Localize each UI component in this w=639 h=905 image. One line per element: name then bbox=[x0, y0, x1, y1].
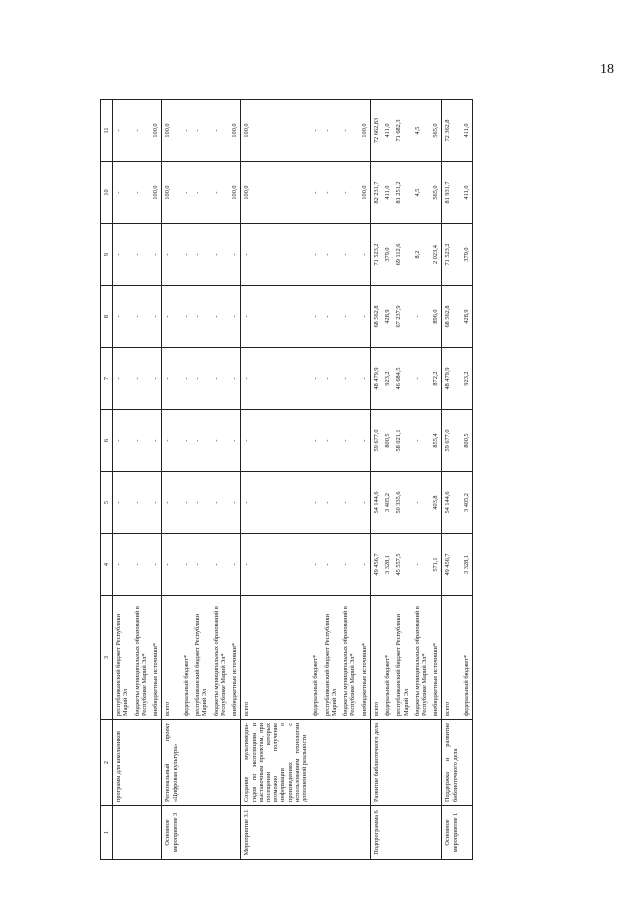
page-number: 18 bbox=[600, 62, 614, 77]
value-cell: - bbox=[322, 286, 340, 348]
table-row bbox=[393, 100, 411, 860]
row-code-cell: Основное мероприятие 3 bbox=[162, 806, 181, 860]
column-header: 5 bbox=[101, 472, 113, 534]
funding-source-cell: республиканский бюджет Республики Марий Эл bbox=[113, 596, 132, 720]
value-cell: 403,8 bbox=[430, 472, 442, 534]
value-cell: 69 112,6 bbox=[393, 224, 411, 286]
funding-source-cell: внебюджетные источники* bbox=[229, 596, 241, 720]
value-cell: 59 677,0 bbox=[442, 410, 461, 472]
row-code-cell bbox=[310, 806, 321, 860]
value-cell: - bbox=[150, 224, 162, 286]
value-cell: - bbox=[181, 162, 192, 224]
value-cell: 4,5 bbox=[412, 100, 430, 162]
value-cell: - bbox=[192, 348, 210, 410]
value-cell: - bbox=[310, 410, 321, 472]
table-row bbox=[162, 100, 181, 860]
value-cell: - bbox=[150, 410, 162, 472]
value-cell: 3 328,1 bbox=[382, 534, 393, 596]
value-cell: - bbox=[113, 348, 132, 410]
row-code-cell bbox=[229, 806, 241, 860]
value-cell: - bbox=[412, 472, 430, 534]
value-cell: 3 328,1 bbox=[461, 534, 473, 596]
value-cell: - bbox=[150, 348, 162, 410]
column-header: 6 bbox=[101, 410, 113, 472]
value-cell: 46 684,5 bbox=[393, 348, 411, 410]
value-cell: 100,0 bbox=[359, 100, 371, 162]
value-cell: - bbox=[181, 472, 192, 534]
value-cell: - bbox=[322, 410, 340, 472]
value-cell: - bbox=[211, 162, 229, 224]
value-cell: 800,5 bbox=[382, 410, 393, 472]
value-cell: - bbox=[113, 472, 132, 534]
value-cell: - bbox=[181, 100, 192, 162]
row-code-cell bbox=[430, 806, 442, 860]
funding-source-cell: бюджеты муниципальных образований в Республике Марий Эл* bbox=[211, 596, 229, 720]
rotated-table-container bbox=[100, 100, 620, 860]
funding-source-cell: бюджеты муниципальных образований в Республике Марий Эл* bbox=[412, 596, 430, 720]
column-header: 11 bbox=[101, 100, 113, 162]
value-cell: - bbox=[340, 410, 358, 472]
value-cell: - bbox=[162, 224, 181, 286]
value-cell: 58 021,1 bbox=[393, 410, 411, 472]
value-cell: - bbox=[229, 472, 241, 534]
row-name-cell bbox=[150, 720, 162, 806]
value-cell: 565,0 bbox=[430, 100, 442, 162]
row-name-cell bbox=[229, 720, 241, 806]
value-cell: - bbox=[412, 410, 430, 472]
value-cell: 2 023,4 bbox=[430, 224, 442, 286]
value-cell: - bbox=[132, 410, 150, 472]
value-cell: - bbox=[150, 472, 162, 534]
row-name-cell bbox=[340, 720, 358, 806]
value-cell: 100,0 bbox=[229, 100, 241, 162]
value-cell: 67 237,9 bbox=[393, 286, 411, 348]
value-cell: - bbox=[412, 286, 430, 348]
funding-source-cell: внебюджетные источники* bbox=[359, 596, 371, 720]
value-cell: - bbox=[132, 100, 150, 162]
value-cell: - bbox=[241, 472, 311, 534]
row-name-cell bbox=[412, 720, 430, 806]
funding-source-cell: всего bbox=[162, 596, 181, 720]
value-cell: - bbox=[192, 224, 210, 286]
value-cell: - bbox=[113, 286, 132, 348]
value-cell: - bbox=[132, 224, 150, 286]
value-cell: 68 562,8 bbox=[442, 286, 461, 348]
value-cell: - bbox=[340, 534, 358, 596]
value-cell: - bbox=[132, 472, 150, 534]
column-header: 10 bbox=[101, 162, 113, 224]
value-cell: 100,0 bbox=[229, 162, 241, 224]
table-header-row bbox=[101, 100, 113, 860]
funding-table bbox=[100, 99, 473, 860]
value-cell: 855,4 bbox=[430, 410, 442, 472]
table-row bbox=[370, 100, 382, 860]
row-code-cell: Основное мероприятие 1 bbox=[442, 806, 461, 860]
table-row bbox=[229, 100, 241, 860]
funding-source-cell: всего bbox=[442, 596, 461, 720]
row-code-cell bbox=[322, 806, 340, 860]
value-cell: - bbox=[132, 162, 150, 224]
row-code-cell bbox=[393, 806, 411, 860]
value-cell: 71 682,3 bbox=[393, 100, 411, 162]
value-cell: - bbox=[192, 410, 210, 472]
value-cell: 428,9 bbox=[382, 286, 393, 348]
value-cell: - bbox=[192, 472, 210, 534]
row-name-cell bbox=[382, 720, 393, 806]
value-cell: 3 405,2 bbox=[382, 472, 393, 534]
row-name-cell bbox=[461, 720, 473, 806]
value-cell: - bbox=[132, 534, 150, 596]
value-cell: - bbox=[359, 286, 371, 348]
value-cell: - bbox=[340, 286, 358, 348]
value-cell: - bbox=[192, 100, 210, 162]
value-cell: 4,5 bbox=[412, 162, 430, 224]
value-cell: - bbox=[359, 534, 371, 596]
table-row bbox=[430, 100, 442, 860]
value-cell: - bbox=[113, 100, 132, 162]
table-row bbox=[113, 100, 132, 860]
value-cell: 800,5 bbox=[461, 410, 473, 472]
row-code-cell bbox=[461, 806, 473, 860]
value-cell: 100,0 bbox=[241, 100, 311, 162]
value-cell: - bbox=[359, 224, 371, 286]
value-cell: 50 335,6 bbox=[393, 472, 411, 534]
row-name-cell bbox=[322, 720, 340, 806]
row-name-cell: Развитие библиотечного дела bbox=[370, 720, 382, 806]
value-cell: 379,0 bbox=[382, 224, 393, 286]
value-cell: 100,0 bbox=[150, 162, 162, 224]
funding-source-cell: всего bbox=[370, 596, 382, 720]
row-code-cell: Подпрограмма 6 bbox=[370, 806, 382, 860]
value-cell: - bbox=[241, 224, 311, 286]
value-cell: 72 362,8 bbox=[442, 100, 461, 162]
value-cell: - bbox=[162, 348, 181, 410]
value-cell: - bbox=[229, 410, 241, 472]
row-code-cell: Мероприятие 3.1 bbox=[241, 806, 311, 860]
value-cell: - bbox=[310, 534, 321, 596]
funding-source-cell: внебюджетные источники* bbox=[430, 596, 442, 720]
value-cell: 3 405,2 bbox=[461, 472, 473, 534]
value-cell: - bbox=[310, 472, 321, 534]
funding-source-cell: федеральный бюджет* bbox=[310, 596, 321, 720]
column-header: 8 bbox=[101, 286, 113, 348]
value-cell: - bbox=[229, 348, 241, 410]
value-cell: - bbox=[322, 472, 340, 534]
value-cell: - bbox=[412, 534, 430, 596]
column-header: 1 bbox=[101, 806, 113, 860]
table-row bbox=[211, 100, 229, 860]
value-cell: 100,0 bbox=[241, 162, 311, 224]
value-cell: - bbox=[162, 410, 181, 472]
value-cell: 49 456,7 bbox=[442, 534, 461, 596]
value-cell: 100,0 bbox=[162, 162, 181, 224]
value-cell: 71 523,2 bbox=[370, 224, 382, 286]
value-cell: - bbox=[340, 472, 358, 534]
value-cell: - bbox=[340, 162, 358, 224]
value-cell: - bbox=[181, 286, 192, 348]
value-cell: - bbox=[359, 472, 371, 534]
row-name-cell bbox=[181, 720, 192, 806]
table-row bbox=[461, 100, 473, 860]
funding-source-cell: всего bbox=[241, 596, 311, 720]
funding-source-cell: бюджеты муниципальных образований в Республике Марий Эл* bbox=[340, 596, 358, 720]
value-cell: - bbox=[211, 534, 229, 596]
row-code-cell bbox=[192, 806, 210, 860]
value-cell: - bbox=[211, 100, 229, 162]
value-cell: 48 479,9 bbox=[442, 348, 461, 410]
value-cell: - bbox=[211, 472, 229, 534]
row-name-cell bbox=[393, 720, 411, 806]
funding-source-cell: федеральный бюджет* bbox=[181, 596, 192, 720]
row-name-cell: Региональный проект «Цифровая культура» bbox=[162, 720, 181, 806]
row-name-cell bbox=[132, 720, 150, 806]
value-cell: - bbox=[181, 534, 192, 596]
table-row bbox=[310, 100, 321, 860]
value-cell: 379,0 bbox=[461, 224, 473, 286]
value-cell: - bbox=[412, 348, 430, 410]
value-cell: - bbox=[181, 224, 192, 286]
value-cell: - bbox=[310, 348, 321, 410]
value-cell: - bbox=[150, 534, 162, 596]
value-cell: 8,2 bbox=[412, 224, 430, 286]
value-cell: 411,0 bbox=[461, 100, 473, 162]
value-cell: 54 144,6 bbox=[442, 472, 461, 534]
table-row bbox=[442, 100, 461, 860]
row-code-cell bbox=[150, 806, 162, 860]
row-name-cell bbox=[310, 720, 321, 806]
value-cell: - bbox=[229, 224, 241, 286]
value-cell: - bbox=[162, 286, 181, 348]
table-row bbox=[192, 100, 210, 860]
table-body bbox=[113, 100, 473, 860]
table-row bbox=[412, 100, 430, 860]
value-cell: - bbox=[241, 534, 311, 596]
value-cell: 571,1 bbox=[430, 534, 442, 596]
table-row bbox=[132, 100, 150, 860]
value-cell: - bbox=[211, 224, 229, 286]
table-row bbox=[181, 100, 192, 860]
value-cell: - bbox=[322, 100, 340, 162]
value-cell: 100,0 bbox=[150, 100, 162, 162]
value-cell: - bbox=[181, 410, 192, 472]
value-cell: - bbox=[162, 534, 181, 596]
row-code-cell bbox=[181, 806, 192, 860]
row-name-cell bbox=[192, 720, 210, 806]
funding-source-cell: бюджеты муниципальных образований в Республике Марий Эл* bbox=[132, 596, 150, 720]
value-cell: 49 456,7 bbox=[370, 534, 382, 596]
value-cell: - bbox=[310, 162, 321, 224]
funding-source-cell: федеральный бюджет* bbox=[461, 596, 473, 720]
value-cell: - bbox=[322, 162, 340, 224]
value-cell: 71 523,2 bbox=[442, 224, 461, 286]
row-name-cell: программ для школьников bbox=[113, 720, 132, 806]
column-header: 3 bbox=[101, 596, 113, 720]
row-code-cell bbox=[340, 806, 358, 860]
row-code-cell bbox=[113, 806, 132, 860]
value-cell: - bbox=[181, 348, 192, 410]
funding-source-cell: республиканский бюджет Республики Марий Эл bbox=[322, 596, 340, 720]
value-cell: 81 931,7 bbox=[442, 162, 461, 224]
value-cell: - bbox=[340, 100, 358, 162]
table-row bbox=[150, 100, 162, 860]
table-row bbox=[241, 100, 311, 860]
value-cell: 48 479,9 bbox=[370, 348, 382, 410]
column-header: 7 bbox=[101, 348, 113, 410]
value-cell: - bbox=[132, 348, 150, 410]
row-name-cell bbox=[211, 720, 229, 806]
row-name-cell: Поддержка и развитие библиотечного дела bbox=[442, 720, 461, 806]
row-code-cell bbox=[211, 806, 229, 860]
value-cell: - bbox=[359, 410, 371, 472]
value-cell: 59 677,0 bbox=[370, 410, 382, 472]
value-cell: 411,0 bbox=[461, 162, 473, 224]
value-cell: - bbox=[113, 410, 132, 472]
value-cell: 428,9 bbox=[461, 286, 473, 348]
value-cell: - bbox=[211, 410, 229, 472]
row-code-cell bbox=[412, 806, 430, 860]
column-header: 4 bbox=[101, 534, 113, 596]
value-cell: 923,2 bbox=[461, 348, 473, 410]
value-cell: - bbox=[162, 472, 181, 534]
table-row bbox=[322, 100, 340, 860]
value-cell: - bbox=[192, 534, 210, 596]
value-cell: - bbox=[310, 100, 321, 162]
row-name-cell bbox=[430, 720, 442, 806]
value-cell: 72 662,83 bbox=[370, 100, 382, 162]
row-name-cell: Создание мультимедиа-гидов по экспозициям и выставочным проектам, при посещении которых возможно получение информации о произведениях с использованием технологии дополненной реальности bbox=[241, 720, 311, 806]
value-cell: 100,0 bbox=[162, 100, 181, 162]
value-cell: - bbox=[192, 162, 210, 224]
value-cell: 81 251,2 bbox=[393, 162, 411, 224]
funding-source-cell: федеральный бюджет* bbox=[382, 596, 393, 720]
column-header: 9 bbox=[101, 224, 113, 286]
value-cell: - bbox=[229, 534, 241, 596]
value-cell: - bbox=[322, 224, 340, 286]
value-cell: - bbox=[241, 286, 311, 348]
value-cell: - bbox=[322, 348, 340, 410]
value-cell: - bbox=[322, 534, 340, 596]
value-cell: 565,0 bbox=[430, 162, 442, 224]
value-cell: 896,0 bbox=[430, 286, 442, 348]
column-header: 2 bbox=[101, 720, 113, 806]
value-cell: - bbox=[340, 224, 358, 286]
value-cell: - bbox=[229, 286, 241, 348]
row-code-cell bbox=[382, 806, 393, 860]
value-cell: - bbox=[113, 224, 132, 286]
funding-source-cell: внебюджетные источники* bbox=[150, 596, 162, 720]
value-cell: - bbox=[211, 286, 229, 348]
row-code-cell bbox=[359, 806, 371, 860]
value-cell: - bbox=[241, 348, 311, 410]
value-cell: 411,0 bbox=[382, 100, 393, 162]
row-name-cell bbox=[359, 720, 371, 806]
value-cell: - bbox=[113, 534, 132, 596]
value-cell: 82 231,7 bbox=[370, 162, 382, 224]
value-cell: 54 144,6 bbox=[370, 472, 382, 534]
value-cell: - bbox=[211, 348, 229, 410]
value-cell: - bbox=[241, 410, 311, 472]
value-cell: 923,2 bbox=[382, 348, 393, 410]
value-cell: - bbox=[310, 224, 321, 286]
table-row bbox=[382, 100, 393, 860]
value-cell: - bbox=[113, 162, 132, 224]
value-cell: - bbox=[310, 286, 321, 348]
row-code-cell bbox=[132, 806, 150, 860]
funding-source-cell: республиканский бюджет Республики Марий Эл bbox=[393, 596, 411, 720]
value-cell: - bbox=[359, 348, 371, 410]
value-cell: 411,0 bbox=[382, 162, 393, 224]
value-cell: 68 562,8 bbox=[370, 286, 382, 348]
table-row bbox=[359, 100, 371, 860]
value-cell: - bbox=[192, 286, 210, 348]
value-cell: 45 557,5 bbox=[393, 534, 411, 596]
value-cell: 100,0 bbox=[359, 162, 371, 224]
value-cell: - bbox=[340, 348, 358, 410]
funding-source-cell: республиканский бюджет Республики Марий Эл bbox=[192, 596, 210, 720]
value-cell: - bbox=[132, 286, 150, 348]
value-cell: - bbox=[150, 286, 162, 348]
table-row bbox=[340, 100, 358, 860]
value-cell: 872,2 bbox=[430, 348, 442, 410]
